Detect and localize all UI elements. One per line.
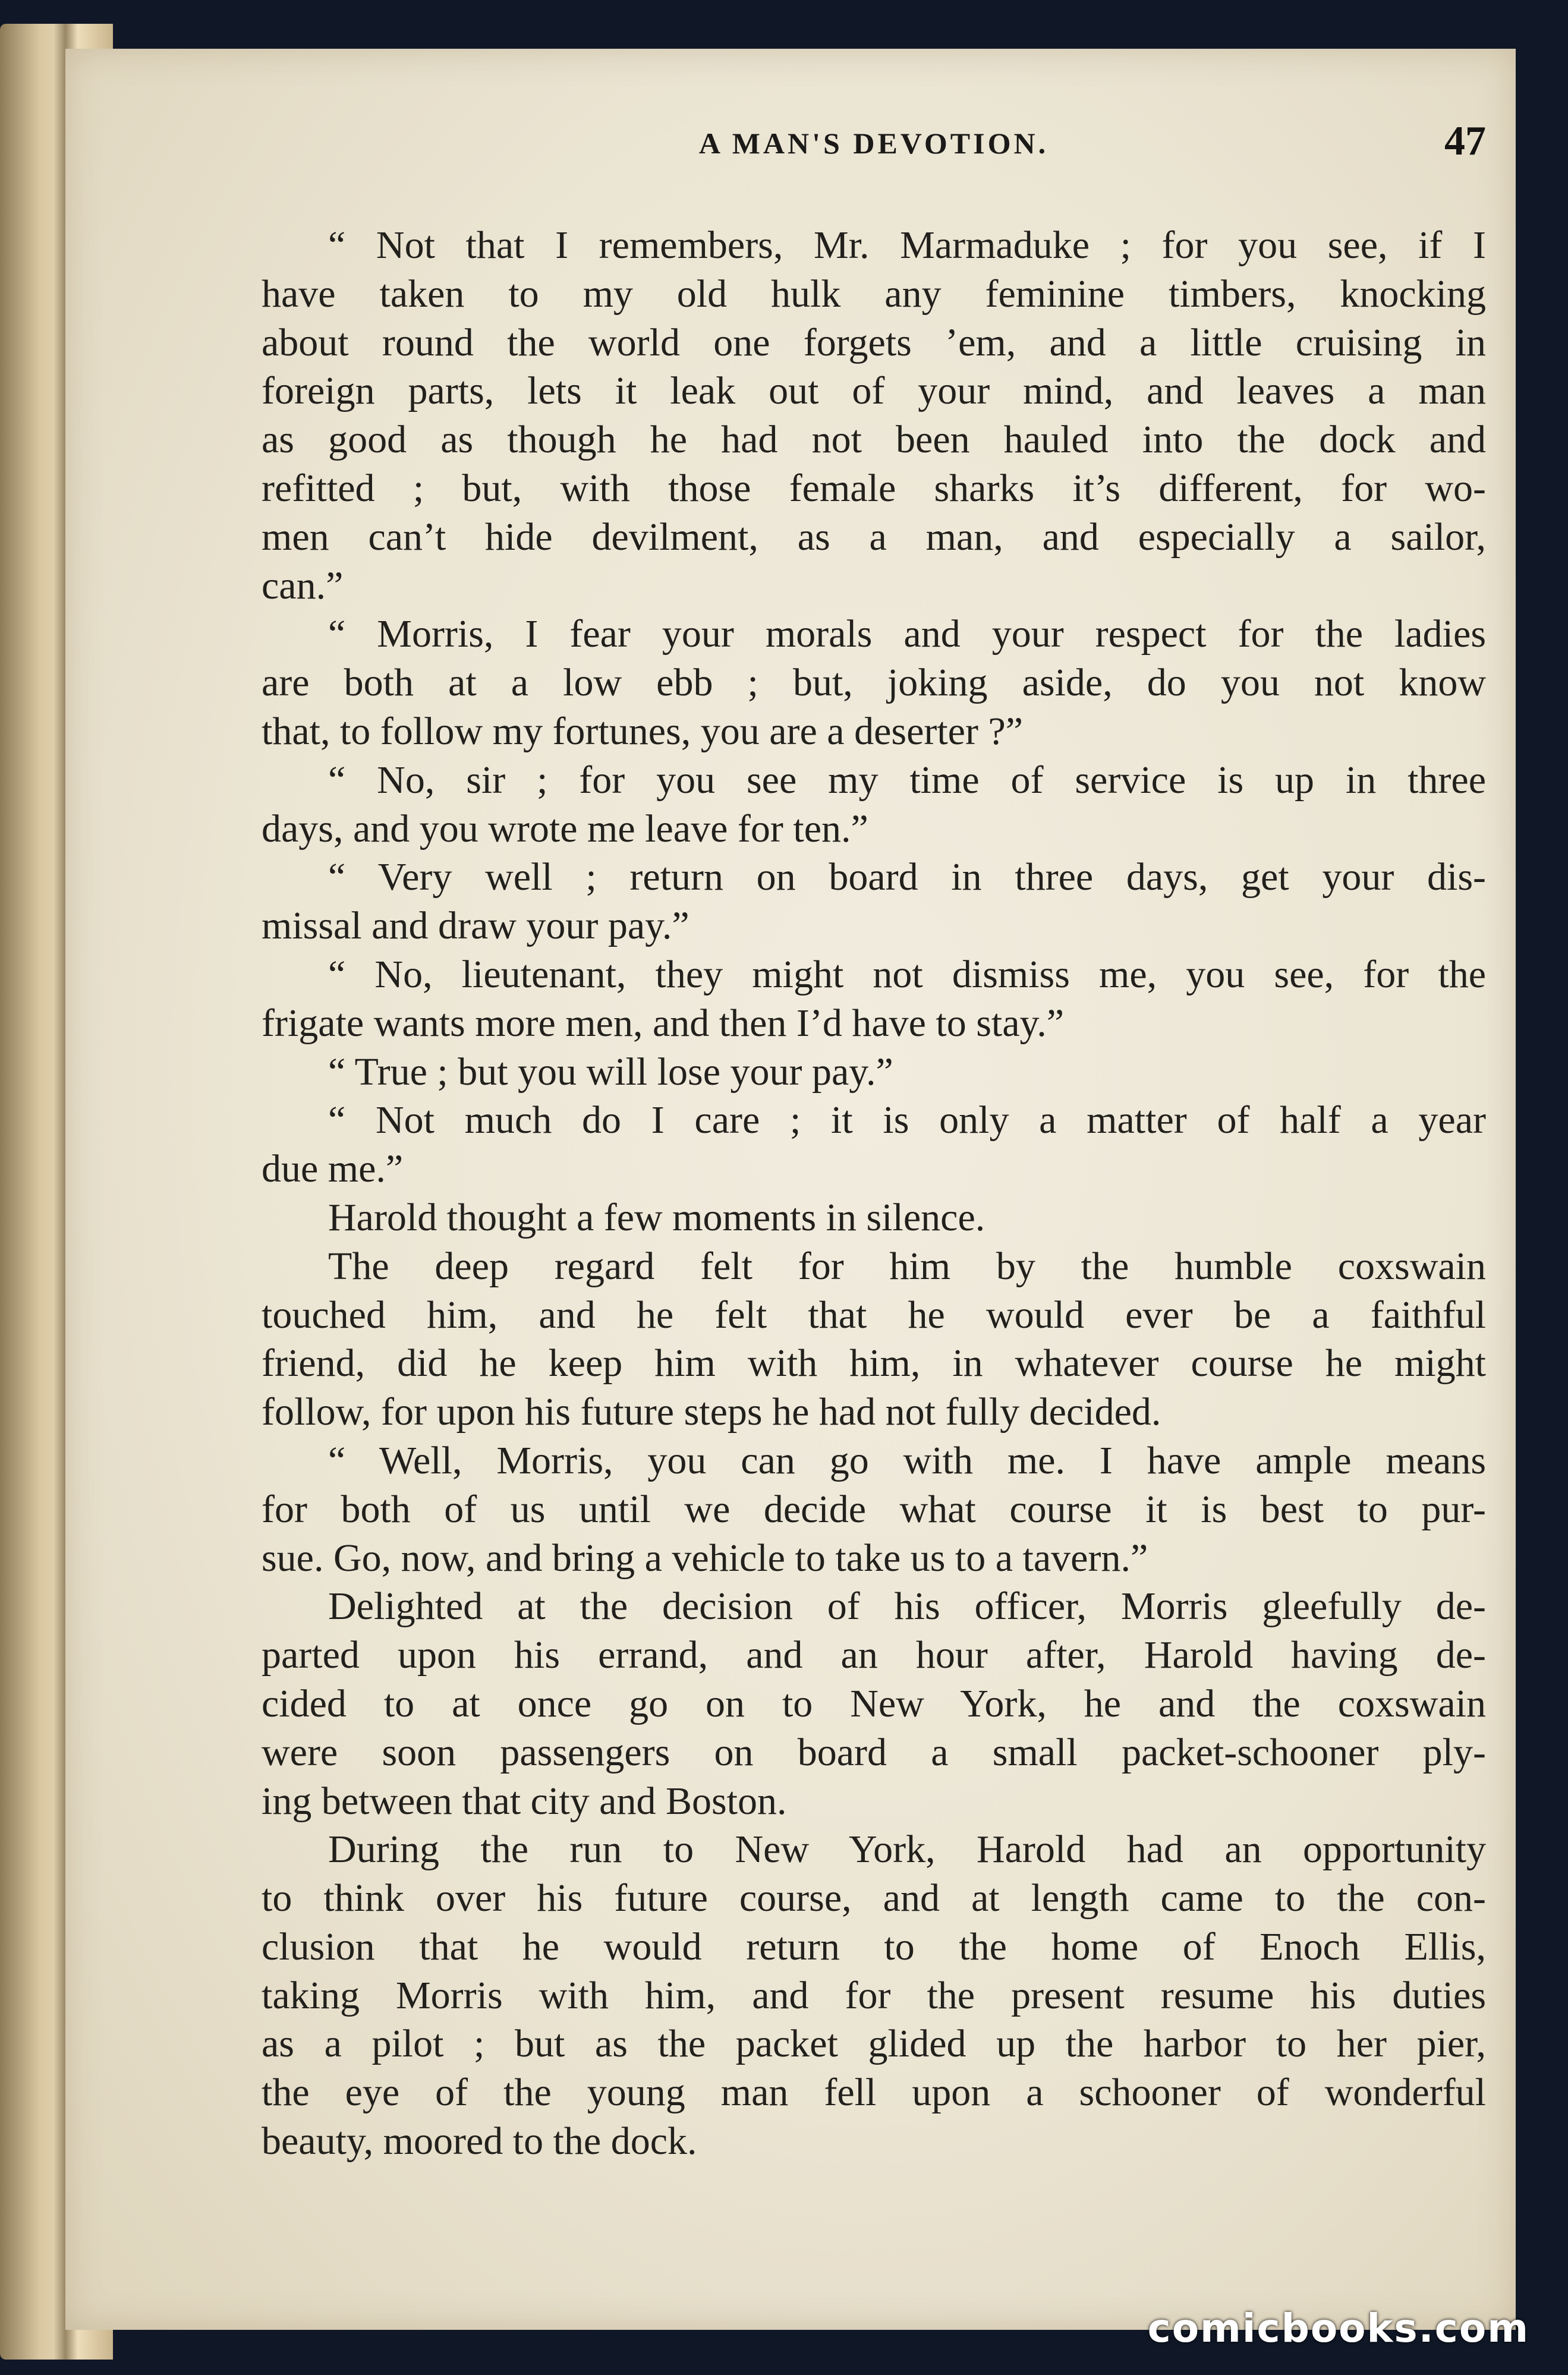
text-line: days, and you wrote me leave for ten.” [262, 807, 868, 851]
text-line: touched him, and he felt that he would ever be a faithful [262, 1293, 1486, 1337]
page-number: 47 [1444, 118, 1486, 164]
text-line: that, to follow my fortunes, you are a deserter ?” [262, 709, 1024, 753]
text-line: sue. Go, now, and bring a vehicle to take us to a tavern.” [262, 1536, 1148, 1580]
text-line: cided to at once go on to New York, he and the coxswain [262, 1681, 1486, 1725]
text-line: “ True ; but you will lose your pay.” [328, 1050, 893, 1094]
text-line: parted upon his errand, and an hour after, Harold having de- [262, 1633, 1486, 1677]
text-line: taking Morris with him, and for the present resume his duties [262, 1973, 1486, 2017]
running-title: A MAN'S DEVOTION. [698, 127, 1049, 160]
text-line: Delighted at the decision of his officer, Morris gleefully de- [328, 1585, 1486, 1629]
text-line: for both of us until we decide what course it is best to pur- [262, 1487, 1486, 1531]
text-line: “ Very well ; return on board in three days, get your dis- [328, 855, 1486, 899]
text-line: were soon passengers on board a small packet-schooner ply- [262, 1730, 1486, 1774]
text-line: ing between that city and Boston. [262, 1779, 787, 1823]
text-line: men can’t hide devilment, as a man, and especially a sailor, [262, 515, 1486, 559]
text-line: foreign parts, lets it leak out of your mind, and leaves a man [262, 369, 1486, 413]
text-line: clusion that he would return to the home of Enoch Ellis, [262, 1924, 1486, 1968]
text-line: “ Morris, I fear your morals and your respect for the ladies [328, 612, 1486, 656]
text-line: follow, for upon his future steps he had not fully decided. [262, 1390, 1161, 1434]
text-line: frigate wants more men, and then I’d have to stay.” [262, 1001, 1065, 1045]
site-watermark: comicbooks.com [1147, 2305, 1529, 2351]
text-line: friend, did he keep him with him, in whatever course he might [262, 1341, 1486, 1385]
text-line: can.” [262, 563, 344, 607]
running-header [262, 118, 1486, 197]
text-line: due me.” [262, 1147, 404, 1191]
text-line: During the run to New York, Harold had an opportunity [328, 1828, 1486, 1872]
text-line: to think over his future course, and at length came to the con- [262, 1876, 1486, 1920]
text-line: “ Not much do I care ; it is only a matter of half a year [328, 1098, 1486, 1142]
text-line: “ Not that I remembers, Mr. Marmaduke ; for you see, if I [328, 223, 1486, 267]
text-line: about round the world one forgets ’em, and a little cruising in [262, 320, 1486, 364]
text-line: missal and draw your pay.” [262, 904, 689, 948]
text-line: The deep regard felt for him by the humble coxswain [328, 1244, 1486, 1288]
text-line: as a pilot ; but as the packet glided up the harbor to her pier, [262, 2022, 1486, 2066]
text-line: the eye of the young man fell upon a schooner of wonderful [262, 2071, 1486, 2115]
text-line: refitted ; but, with those female sharks it’s different, for wo- [262, 466, 1486, 510]
text-line: “ Well, Morris, you can go with me. I have ample means [328, 1438, 1486, 1482]
body-text [262, 221, 1486, 2166]
book-page [65, 49, 1516, 2330]
text-line: Harold thought a few moments in silence. [328, 1195, 985, 1239]
text-line: as good as though he had not been hauled into the dock and [262, 418, 1486, 462]
text-line: beauty, moored to the dock. [262, 2119, 697, 2163]
text-line: “ No, lieutenant, they might not dismiss me, you see, for the [328, 952, 1486, 996]
text-line: are both at a low ebb ; but, joking aside, do you not know [262, 661, 1486, 705]
text-line: have taken to my old hulk any feminine timbers, knocking [262, 272, 1486, 316]
text-line: “ No, sir ; for you see my time of service is up in three [328, 758, 1486, 802]
